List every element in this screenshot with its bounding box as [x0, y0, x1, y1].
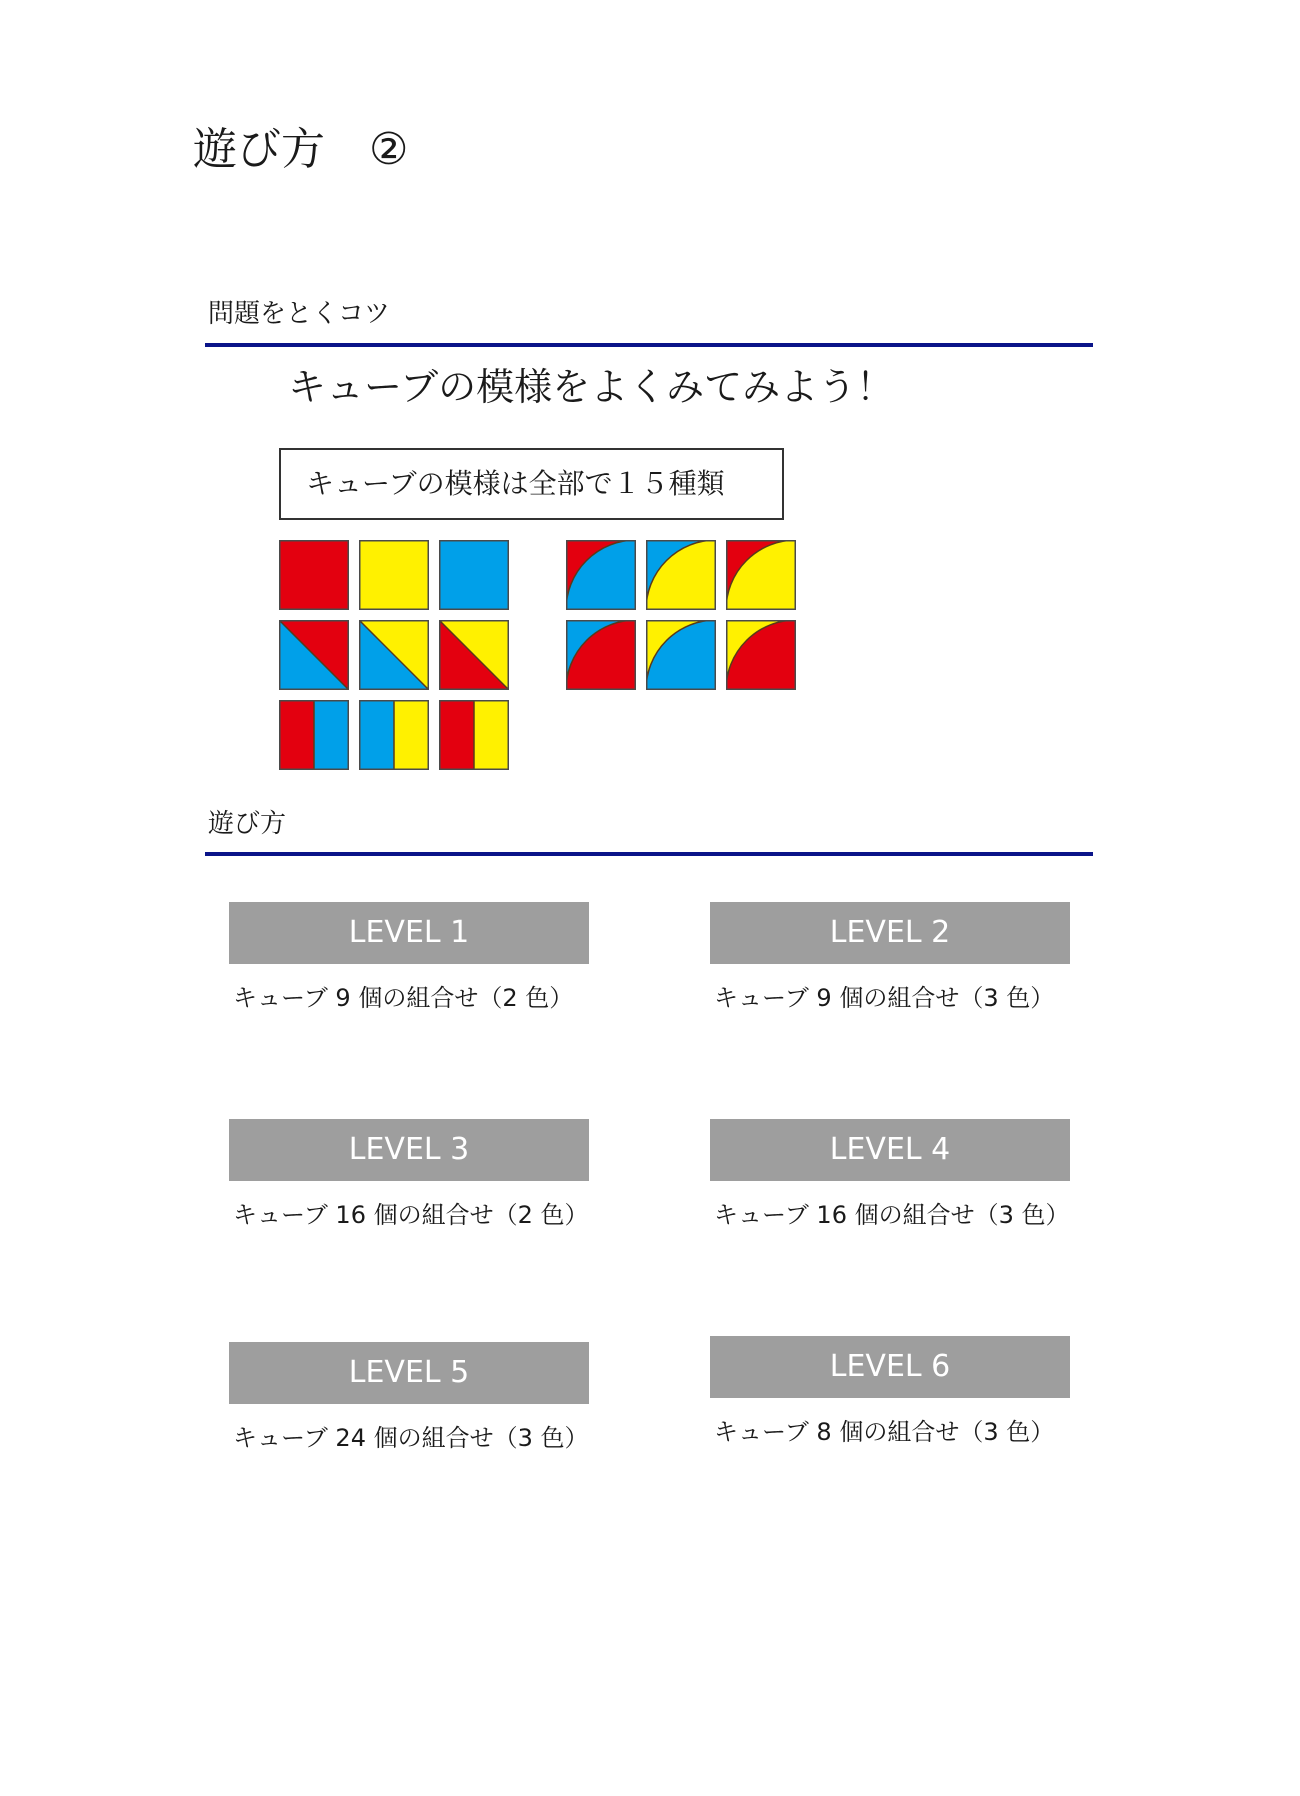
level-5-button[interactable]: LEVEL 5 — [229, 1342, 589, 1404]
level-card-1 — [229, 902, 589, 1014]
pattern-tile-vertical-red-blue — [279, 700, 349, 770]
pattern-tile-diagonal-red-blue — [279, 620, 349, 690]
pattern-tile-solid-blue — [439, 540, 509, 610]
pattern-tile-curve-blue-red — [566, 620, 636, 690]
tips-headline: キューブの模様をよくみてみよう！ — [288, 365, 895, 409]
level-4-button[interactable]: LEVEL 4 — [710, 1119, 1070, 1181]
pattern-tile-curve-red-yellow — [726, 540, 796, 610]
pattern-tile-curve-red-blue — [566, 540, 636, 610]
level-2-button[interactable]: LEVEL 2 — [710, 902, 1070, 964]
page-title-number: ② — [369, 124, 409, 175]
pattern-tile-curve-blue-yellow — [646, 540, 716, 610]
pattern-tile-solid-yellow — [359, 540, 429, 610]
pattern-tile-vertical-red-yellow — [439, 700, 509, 770]
level-3-button[interactable]: LEVEL 3 — [229, 1119, 589, 1181]
tips-section-divider — [205, 343, 1093, 347]
level-card-2 — [710, 902, 1070, 1014]
level-2-description: キューブ 9 個の組合せ（3 色） — [714, 984, 1055, 1012]
page-title-text: 遊び方 — [193, 124, 325, 175]
tips-section-header: 問題をとくコツ — [208, 299, 391, 329]
level-card-6 — [710, 1336, 1070, 1448]
level-card-3 — [229, 1119, 589, 1231]
level-4-description: キューブ 16 個の組合せ（3 色） — [714, 1201, 1070, 1229]
level-5-description: キューブ 24 個の組合せ（3 色） — [233, 1424, 589, 1452]
howto-section-divider — [205, 852, 1093, 856]
level-6-button[interactable]: LEVEL 6 — [710, 1336, 1070, 1398]
tips-box: キューブの模様は全部で１５種類 — [279, 448, 784, 520]
pattern-tile-curve-yellow-red — [726, 620, 796, 690]
pattern-tile-diagonal-yellow-blue — [359, 620, 429, 690]
level-1-button[interactable]: LEVEL 1 — [229, 902, 589, 964]
level-card-5 — [229, 1342, 589, 1454]
level-6-description: キューブ 8 個の組合せ（3 色） — [714, 1418, 1055, 1446]
howto-section-header: 遊び方 — [208, 809, 287, 839]
pattern-tile-curve-yellow-blue — [646, 620, 716, 690]
pattern-tile-vertical-blue-yellow — [359, 700, 429, 770]
level-card-4 — [710, 1119, 1070, 1231]
pattern-tile-solid-red — [279, 540, 349, 610]
level-1-description: キューブ 9 個の組合せ（2 色） — [233, 984, 574, 1012]
pattern-tile-diagonal-yellow-red — [439, 620, 509, 690]
level-3-description: キューブ 16 個の組合せ（2 色） — [233, 1201, 589, 1229]
page-title — [193, 120, 408, 180]
